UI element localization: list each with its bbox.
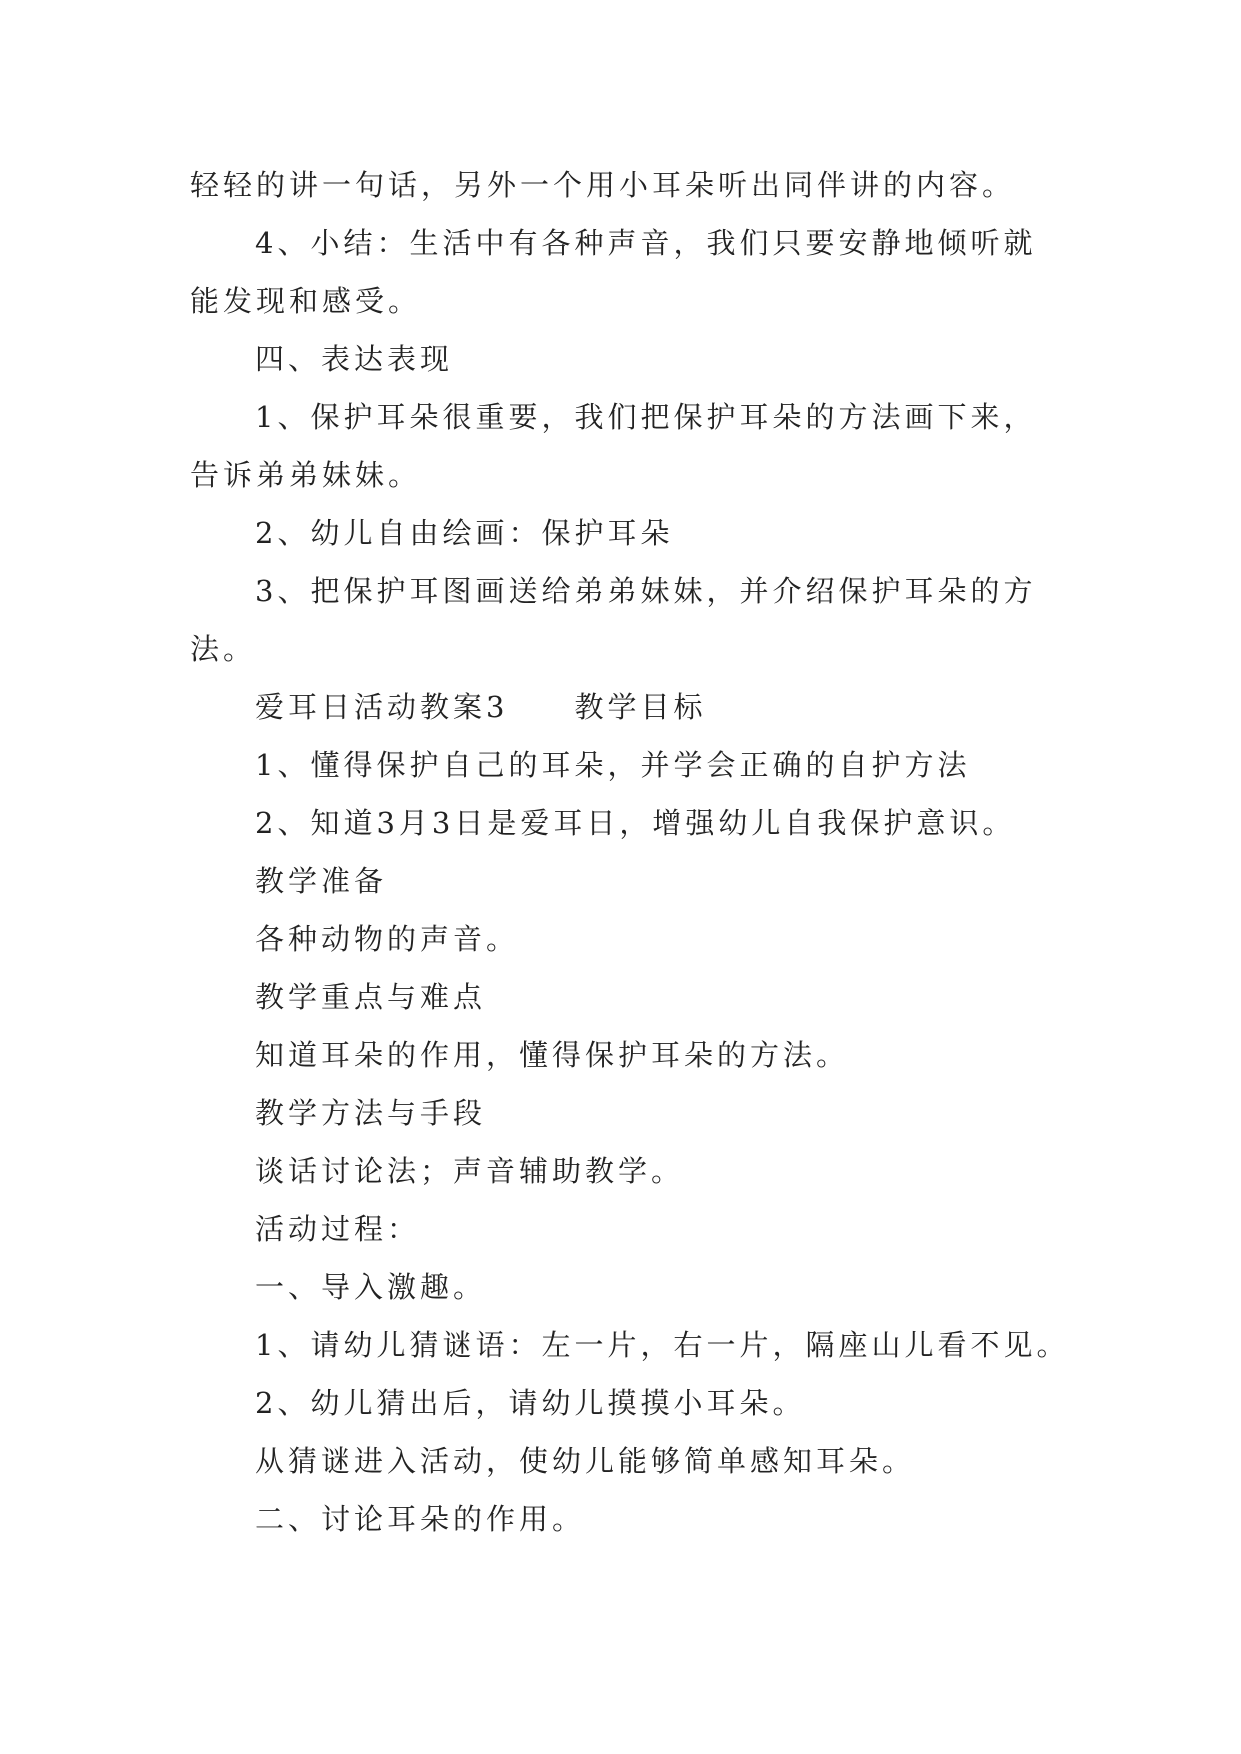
text-line: 3、把保护耳图画送给弟弟妹妹，并介绍保护耳朵的方	[255, 574, 1037, 608]
text-line: 知道耳朵的作用，懂得保护耳朵的方法。	[255, 1038, 850, 1072]
text-line: 谈话讨论法；声音辅助教学。	[255, 1154, 685, 1188]
section-heading: 爱耳日活动教案3 教学目标	[255, 690, 707, 724]
section-heading: 四、表达表现	[255, 342, 454, 376]
text-line: 轻轻的讲一句话，另外一个用小耳朵听出同伴讲的内容。	[190, 168, 1016, 202]
text-line: 从猜谜进入活动，使幼儿能够简单感知耳朵。	[255, 1444, 916, 1478]
text-line: 2、幼儿猜出后，请幼儿摸摸小耳朵。	[255, 1386, 806, 1420]
text-line: 2、知道3月3日是爱耳日，增强幼儿自我保护意识。	[255, 806, 1016, 840]
text-line: 1、懂得保护自己的耳朵，并学会正确的自护方法	[255, 748, 971, 782]
text-line: 一、导入激趣。	[255, 1270, 487, 1304]
section-heading: 活动过程：	[255, 1212, 421, 1246]
text-line: 法。	[190, 632, 257, 666]
section-heading: 教学重点与难点	[255, 980, 487, 1014]
text-line: 1、保护耳朵很重要，我们把保护耳朵的方法画下来，	[255, 400, 1037, 434]
text-line: 4、小结：生活中有各种声音，我们只要安静地倾听就	[255, 226, 1037, 260]
section-heading: 教学准备	[255, 864, 388, 898]
text-line: 二、讨论耳朵的作用。	[255, 1502, 586, 1536]
text-line: 能发现和感受。	[190, 284, 422, 318]
text-line: 各种动物的声音。	[255, 922, 520, 956]
text-line: 告诉弟弟妹妹。	[190, 458, 422, 492]
text-line: 1、请幼儿猜谜语：左一片，右一片，隔座山儿看不见。	[255, 1328, 1070, 1362]
text-line: 2、幼儿自由绘画：保护耳朵	[255, 516, 674, 550]
section-heading: 教学方法与手段	[255, 1096, 487, 1130]
